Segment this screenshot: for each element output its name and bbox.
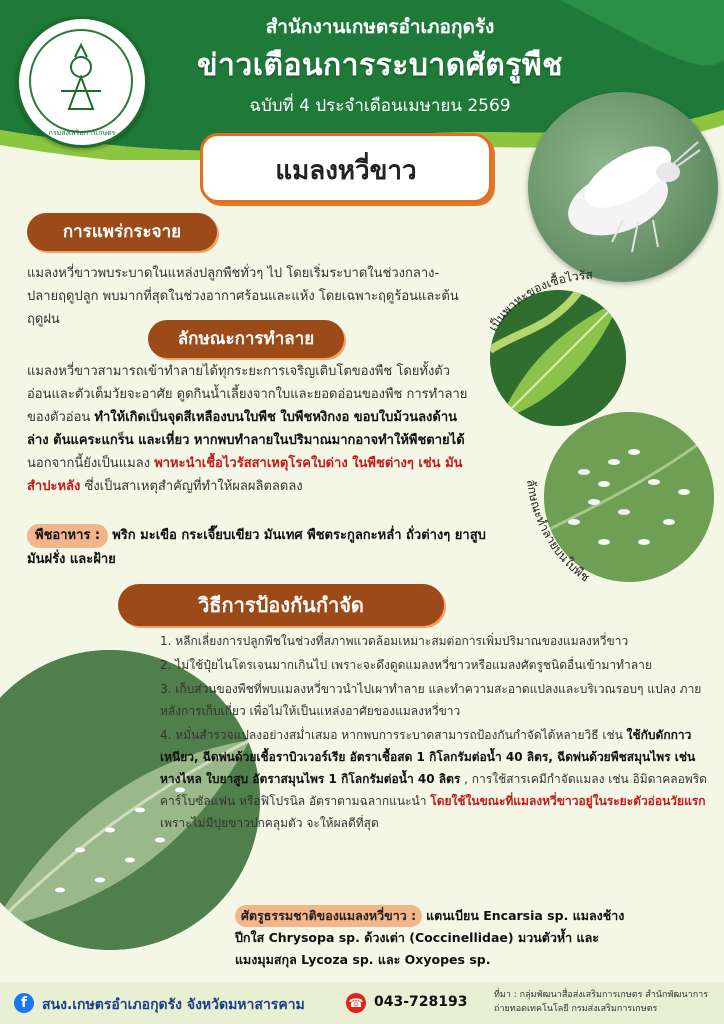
- damage-paragraph: [27, 360, 472, 498]
- source-credit: ที่มา : กลุ่มพัฒนาสื่อส่งเสริมการเกษตร สำนักพัฒนาการถ่ายทอดเทคโนโลยี กรมส่งเสริมการเกษตร: [494, 990, 709, 1014]
- spread-section-heading: การแพร่กระจาย: [27, 213, 217, 251]
- method-4-reason: เพราะไม่มีปุยขาวปกคลุมตัว จะให้ผลดีที่สุด: [160, 816, 379, 830]
- control-method-2: 2. ไม่ใช้ปุ๋ยไนโตรเจนมากเกินไป เพราะจะดึงดูดแมลงหวี่ขาวหรือแมลงศัตรูชนิดอื่นเข้ามาทำลาย: [160, 658, 652, 672]
- host-plants: [27, 524, 497, 572]
- natural-enemies: [235, 905, 635, 971]
- phone-number[interactable]: 043-728193: [374, 994, 468, 1010]
- issue-line: ฉบับที่ 4 ประจำเดือนเมษายน 2569: [249, 96, 511, 116]
- method-4-chemical: , การใช้สารเคมีกำจัดแมลง เช่น อิมิดาคลอพริด คาร์โบซัลแฟน หรือฟิโปรนิล อัตราตามฉลากแนะนำ: [160, 772, 707, 808]
- natural-enemies-list: แตนเบียน Encarsia sp. แมลงช้างปีกใส Chrysopa sp. ด้วงเต่า (Coccinellidae) มวนตัวห้ำ และแมงมุมสกุล Lycoza sp. และ Oxyopes sp.: [235, 908, 625, 967]
- damage-section-heading: ลักษณะการทำลาย: [148, 320, 344, 358]
- virus-vector-caption-arc: [475, 262, 645, 342]
- control-method-3: 3. เก็บส่วนของพืชที่พบแมลงหวี่ขาวนำไปเผาทำลาย และทำความสะอาดแปลงและบริเวณรอบๆ แปลง ภายหลังการเก็บเกี่ยว เพื่อไม่ให้เป็นแหล่งอาศัยของแมลงหวี่ขาว: [160, 682, 702, 718]
- deity-emblem-icon: [31, 31, 131, 131]
- method-4-biocontrol: ใช้กับดักกาวเหนียว, ฉีดพ่นด้วยเชื้อราบิวเวอร์เรีย อัตราเชื้อสด 1 กิโลกรัมต่อน้ำ 40 ลิตร, ฉีดพ่นด้วยพืชสมุนไพร เช่น หางไหล ใบยาสูบ อัตราสมุนไพร 1 กิโลกรัมต่อน้ำ 40 ลิตร: [160, 728, 696, 786]
- facebook-icon: f: [14, 993, 34, 1013]
- svg-text:เป็นพาหะของเชื้อไวรัส: [486, 268, 594, 334]
- office-name: สำนักงานเกษตรอำเภอกุดรัง: [265, 16, 495, 38]
- damage-text-1: แมลงหวี่ขาวสามารถเข้าทำลายได้ทุกระยะการเจริญเติบโตของพืช โดยทั้งตัวอ่อนและตัวเต็มวัยจะอาศัย ดูดกินน้ำเลี้ยงจากใบและยอดอ่อนของพืช การทำลายของตัวอ่อน: [27, 364, 468, 425]
- spread-paragraph: แมลงหวี่ขาวพบระบาดในแหล่งปลูกพืชทั่วๆ ไป โดยเริ่มระบาดในช่วงกลาง-ปลายฤดูปลูก พบมากที่สุดในช่วงอากาศร้อนและแห้ง โดยเฉพาะฤดูร้อนและต้นฤดูฝน: [27, 266, 459, 327]
- control-method-4: [60, 724, 708, 834]
- phone-icon: ☎: [346, 993, 366, 1013]
- host-plants-list: พริก มะเขือ กระเจี๊ยบเขียว มันเทศ พืชตระกูลกะหล่ำ ถั่วต่างๆ ยาสูบ มันฝรั่ง และฝ้าย: [27, 528, 486, 567]
- virus-vector-caption: เป็นพาหะของเชื้อไวรัส: [485, 267, 594, 334]
- damage-text-3: ซึ่งเป็นสาเหตุสำคัญที่ทำให้ผลผลิตลดลง: [80, 479, 303, 494]
- facebook-page-name[interactable]: สนง.เกษตรอำเภอกุดรัง จังหวัดมหาสารคาม: [42, 997, 305, 1013]
- control-method-1: 1. หลีกเลี่ยงการปลูกพืชในช่วงที่สภาพแวดล้อมเหมาะสมต่อการเพิ่มปริมาณของแมลงหวี่ขาว: [160, 634, 629, 648]
- natural-enemies-label: ศัตรูธรรมชาติของแมลงหวี่ขาว :: [235, 905, 422, 927]
- control-methods-list: [160, 630, 708, 836]
- bulletin-title: ข่าวเตือนการระบาดศัตรูพืช: [197, 48, 563, 83]
- leaf-damage-caption: ลักษณะทำลายบนใบพืช: [523, 478, 593, 585]
- method-4-intro: 4. หมั่นสำรวจแปลงอย่างสม่ำเสมอ หากพบการระบาดสามารถป้องกันกำจัดได้หลายวิธี เช่น: [160, 728, 627, 742]
- virus-vector-warning: พาหะนำเชื้อไวรัสสาเหตุโรคใบด่าง ในพืชต่างๆ เช่น มันสำปะหลัง: [27, 456, 463, 494]
- svg-text:ลักษณะทำลายบนใบพืช: [524, 479, 592, 585]
- leaf-damage-caption-arc: [512, 470, 632, 610]
- pest-name: แมลงหวี่ขาว: [275, 156, 417, 186]
- damage-symptoms: ทำให้เกิดเป็นจุดสีเหลืองบนใบพืช ใบพืชหงิกงอ ขอบใบม้วนลงด้านล่าง ต้นแคระแกร็น และเหี่ยว หากพบทำลายในปริมาณมากอาจทำให้พืชตายได้: [27, 410, 465, 448]
- damage-text-2: นอกจากนี้ยังเป็นแมลง: [27, 456, 155, 471]
- department-logo: [16, 16, 148, 148]
- host-plants-label: พืชอาหาร :: [27, 524, 108, 548]
- logo-text: กรมส่งเสริมการเกษตร: [48, 129, 116, 137]
- control-section-heading: วิธีการป้องกันกำจัด: [118, 584, 444, 626]
- whitefly-photo: [528, 92, 718, 282]
- method-4-timing: โดยใช้ในขณะที่แมลงหวี่ขาวอยู่ในระยะตัวอ่อนวัยแรก: [430, 794, 706, 808]
